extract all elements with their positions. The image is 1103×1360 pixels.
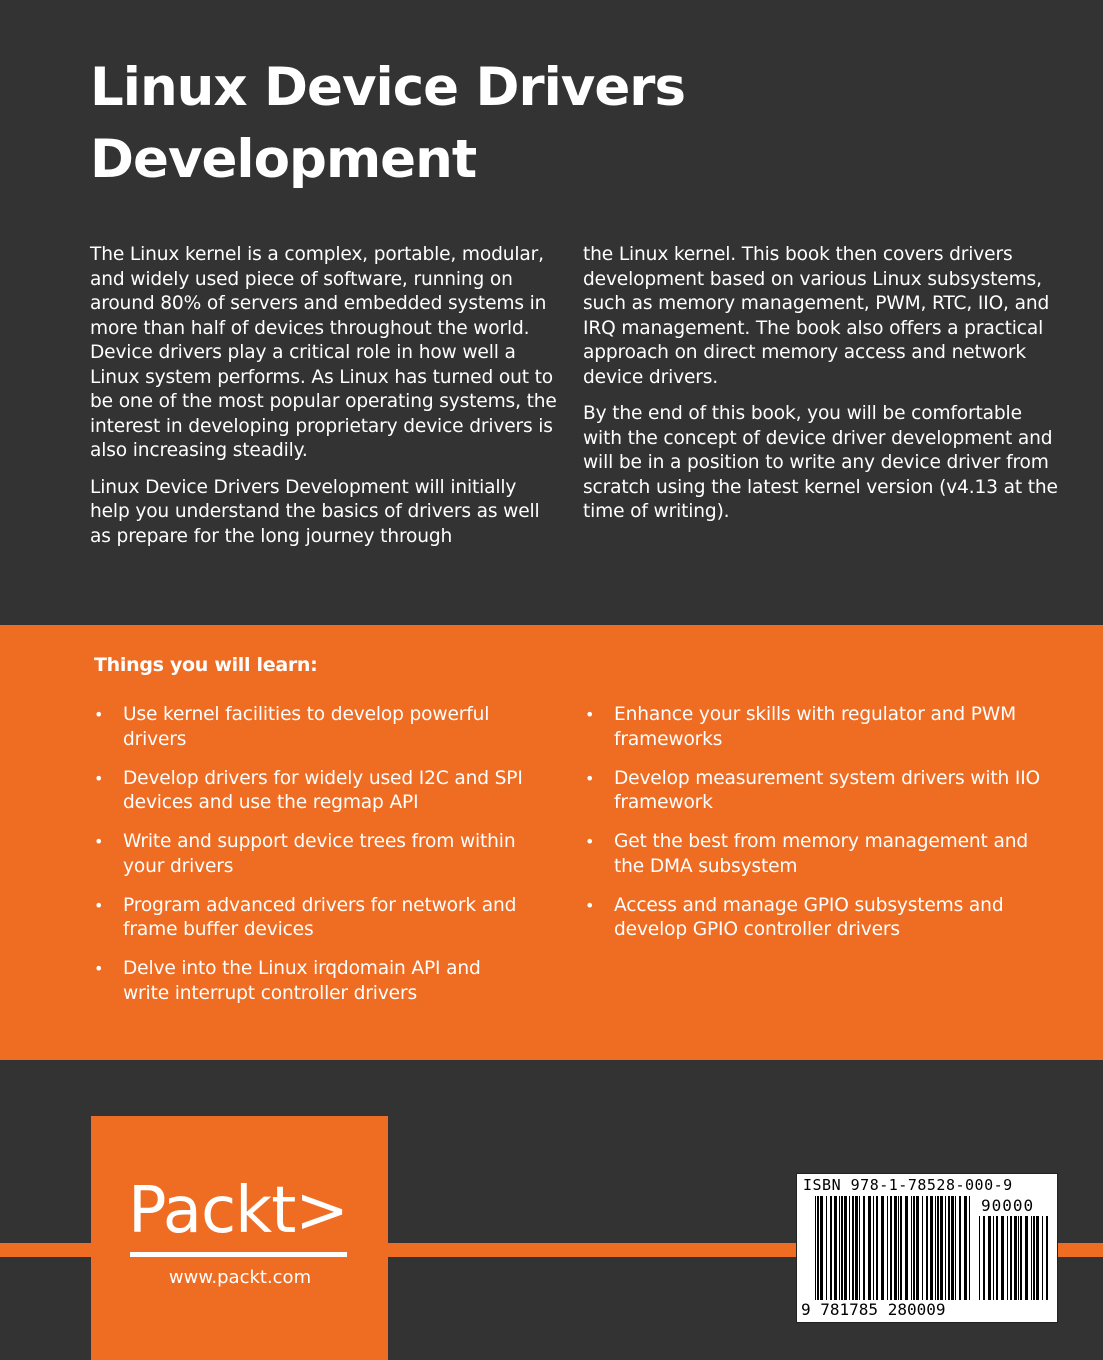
- barcode-bar: [948, 1196, 950, 1300]
- logo-underline: [130, 1252, 347, 1257]
- barcode-bar: [1033, 1216, 1035, 1300]
- barcode-bar: [1010, 1216, 1012, 1300]
- barcode-bar: [849, 1196, 850, 1300]
- barcode-bar: [844, 1196, 847, 1300]
- barcode-bar: [964, 1196, 967, 1300]
- barcode-bar: [1020, 1216, 1022, 1300]
- barcode-bar: [913, 1196, 915, 1300]
- barcode-bar: [1046, 1216, 1048, 1300]
- description-paragraph: The Linux kernel is a complex, portable, modular, and widely used piece of software, running on around 80% of servers and embedded systems in more than half of devices throughout the world. Device drivers play a critical role in how well a Linux system performs. As Linux has turned out to be one of the most popular operating systems, the interest in developing proprietary device drivers is also increasing steadily.: [90, 244, 557, 461]
- barcode-bar: [855, 1196, 858, 1300]
- barcode-bar: [996, 1216, 998, 1300]
- barcode-digits: 9 781785 280009: [801, 1300, 946, 1319]
- barcode-bar: [916, 1196, 919, 1300]
- learn-item: • Use kernel facilities to develop powerful drivers: [94, 703, 524, 752]
- barcode-bar: [1001, 1216, 1004, 1300]
- barcode-bar: [859, 1196, 860, 1300]
- learn-item: • Program advanced drivers for network and frame buffer devices: [94, 894, 524, 943]
- barcode-bar: [890, 1196, 892, 1300]
- description-paragraph: the Linux kernel. This book then covers drivers development based on various Linux subsystems, such as memory management, PWM, RTC, IIO, and IRQ management. The book also offers a practical approach on direct memory access and network device drivers.: [583, 244, 1050, 388]
- barcode-bar: [911, 1196, 912, 1300]
- barcode-bar: [1014, 1216, 1017, 1300]
- publisher-url: www.packt.com: [168, 1267, 312, 1288]
- barcode-bar: [1007, 1216, 1008, 1300]
- publisher-logo: Packt>: [128, 1174, 348, 1248]
- learn-item: • Access and manage GPIO subsystems and develop GPIO controller drivers: [585, 894, 1055, 943]
- barcode-bar: [955, 1196, 956, 1300]
- barcode-bar: [873, 1196, 874, 1300]
- barcode-bar: [937, 1196, 939, 1300]
- barcode-bar: [1031, 1216, 1032, 1300]
- barcode-bar: [815, 1196, 816, 1300]
- barcode-bar: [959, 1196, 961, 1300]
- learn-item: • Enhance your skills with regulator and PWM frameworks: [585, 703, 1055, 752]
- barcode-bar: [826, 1196, 827, 1300]
- barcode-bar: [988, 1216, 991, 1300]
- barcode-addon-bars: [979, 1216, 1051, 1300]
- barcode-bar: [969, 1196, 970, 1300]
- barcode-bar: [841, 1196, 843, 1300]
- learn-list-left: [94, 703, 524, 1021]
- barcode-bar: [868, 1196, 871, 1300]
- learn-item: • Get the best from memory management and the DMA subsystem: [585, 830, 1055, 879]
- barcode-bar: [1025, 1216, 1028, 1300]
- barcode-bar: [922, 1196, 923, 1300]
- barcode-bar: [900, 1196, 902, 1300]
- barcode-bar: [930, 1196, 933, 1300]
- learn-item: • Develop drivers for widely used I2C and SPI devices and use the regmap API: [94, 767, 524, 816]
- barcode-bar: [834, 1196, 837, 1300]
- learn-list-right: [585, 703, 1055, 957]
- barcode-bar: [993, 1216, 994, 1300]
- barcode-bar: [983, 1216, 985, 1300]
- learn-item: • Develop measurement system drivers with IIO framework: [585, 767, 1055, 816]
- description-left-column: [90, 243, 560, 561]
- barcode-bar: [926, 1196, 928, 1300]
- learn-heading: Things you will learn:: [94, 654, 318, 676]
- barcode-bar: [876, 1196, 878, 1300]
- description-paragraph: By the end of this book, you will be comfortable with the concept of device driver development and will be in a position to write any device driver from scratch using the latest kernel version (v4.13 at the time of writing).: [583, 403, 1058, 522]
- barcode-bar: [935, 1196, 936, 1300]
- learn-item: • Delve into the Linux irqdomain API and write interrupt controller drivers: [94, 957, 524, 1006]
- learn-item: • Write and support device trees from within your drivers: [94, 830, 524, 879]
- barcode-bar: [863, 1196, 865, 1300]
- barcode-bar: [905, 1196, 908, 1300]
- barcode-bar: [979, 1216, 980, 1300]
- barcode-bar: [887, 1196, 888, 1300]
- barcode-bar: [839, 1196, 840, 1300]
- isbn-barcode: [796, 1173, 1058, 1323]
- description-paragraph: Linux Device Drivers Development will initially help you understand the basics of drivers as well as prepare for the long journey through: [90, 476, 540, 547]
- isbn-label: ISBN 978-1-78528-000-9: [803, 1176, 1013, 1194]
- barcode-bar: [898, 1196, 899, 1300]
- barcode-bar: [820, 1196, 823, 1300]
- barcode-bar: [940, 1196, 943, 1300]
- barcode-bar: [1042, 1216, 1043, 1300]
- barcode-bars: [815, 1196, 973, 1300]
- barcode-bar: [1018, 1216, 1019, 1300]
- price-code: 90000: [981, 1196, 1035, 1215]
- book-title: Linux Device Drivers Development: [90, 57, 685, 190]
- description-right-column: [583, 243, 1063, 537]
- barcode-bar: [852, 1196, 854, 1300]
- barcode-bar: [951, 1196, 954, 1300]
- barcode-bar: [945, 1196, 946, 1300]
- barcode-bar: [881, 1196, 884, 1300]
- barcode-bar: [830, 1196, 832, 1300]
- barcode-bar: [817, 1196, 819, 1300]
- barcode-bar: [894, 1196, 897, 1300]
- barcode-bar: [1036, 1216, 1039, 1300]
